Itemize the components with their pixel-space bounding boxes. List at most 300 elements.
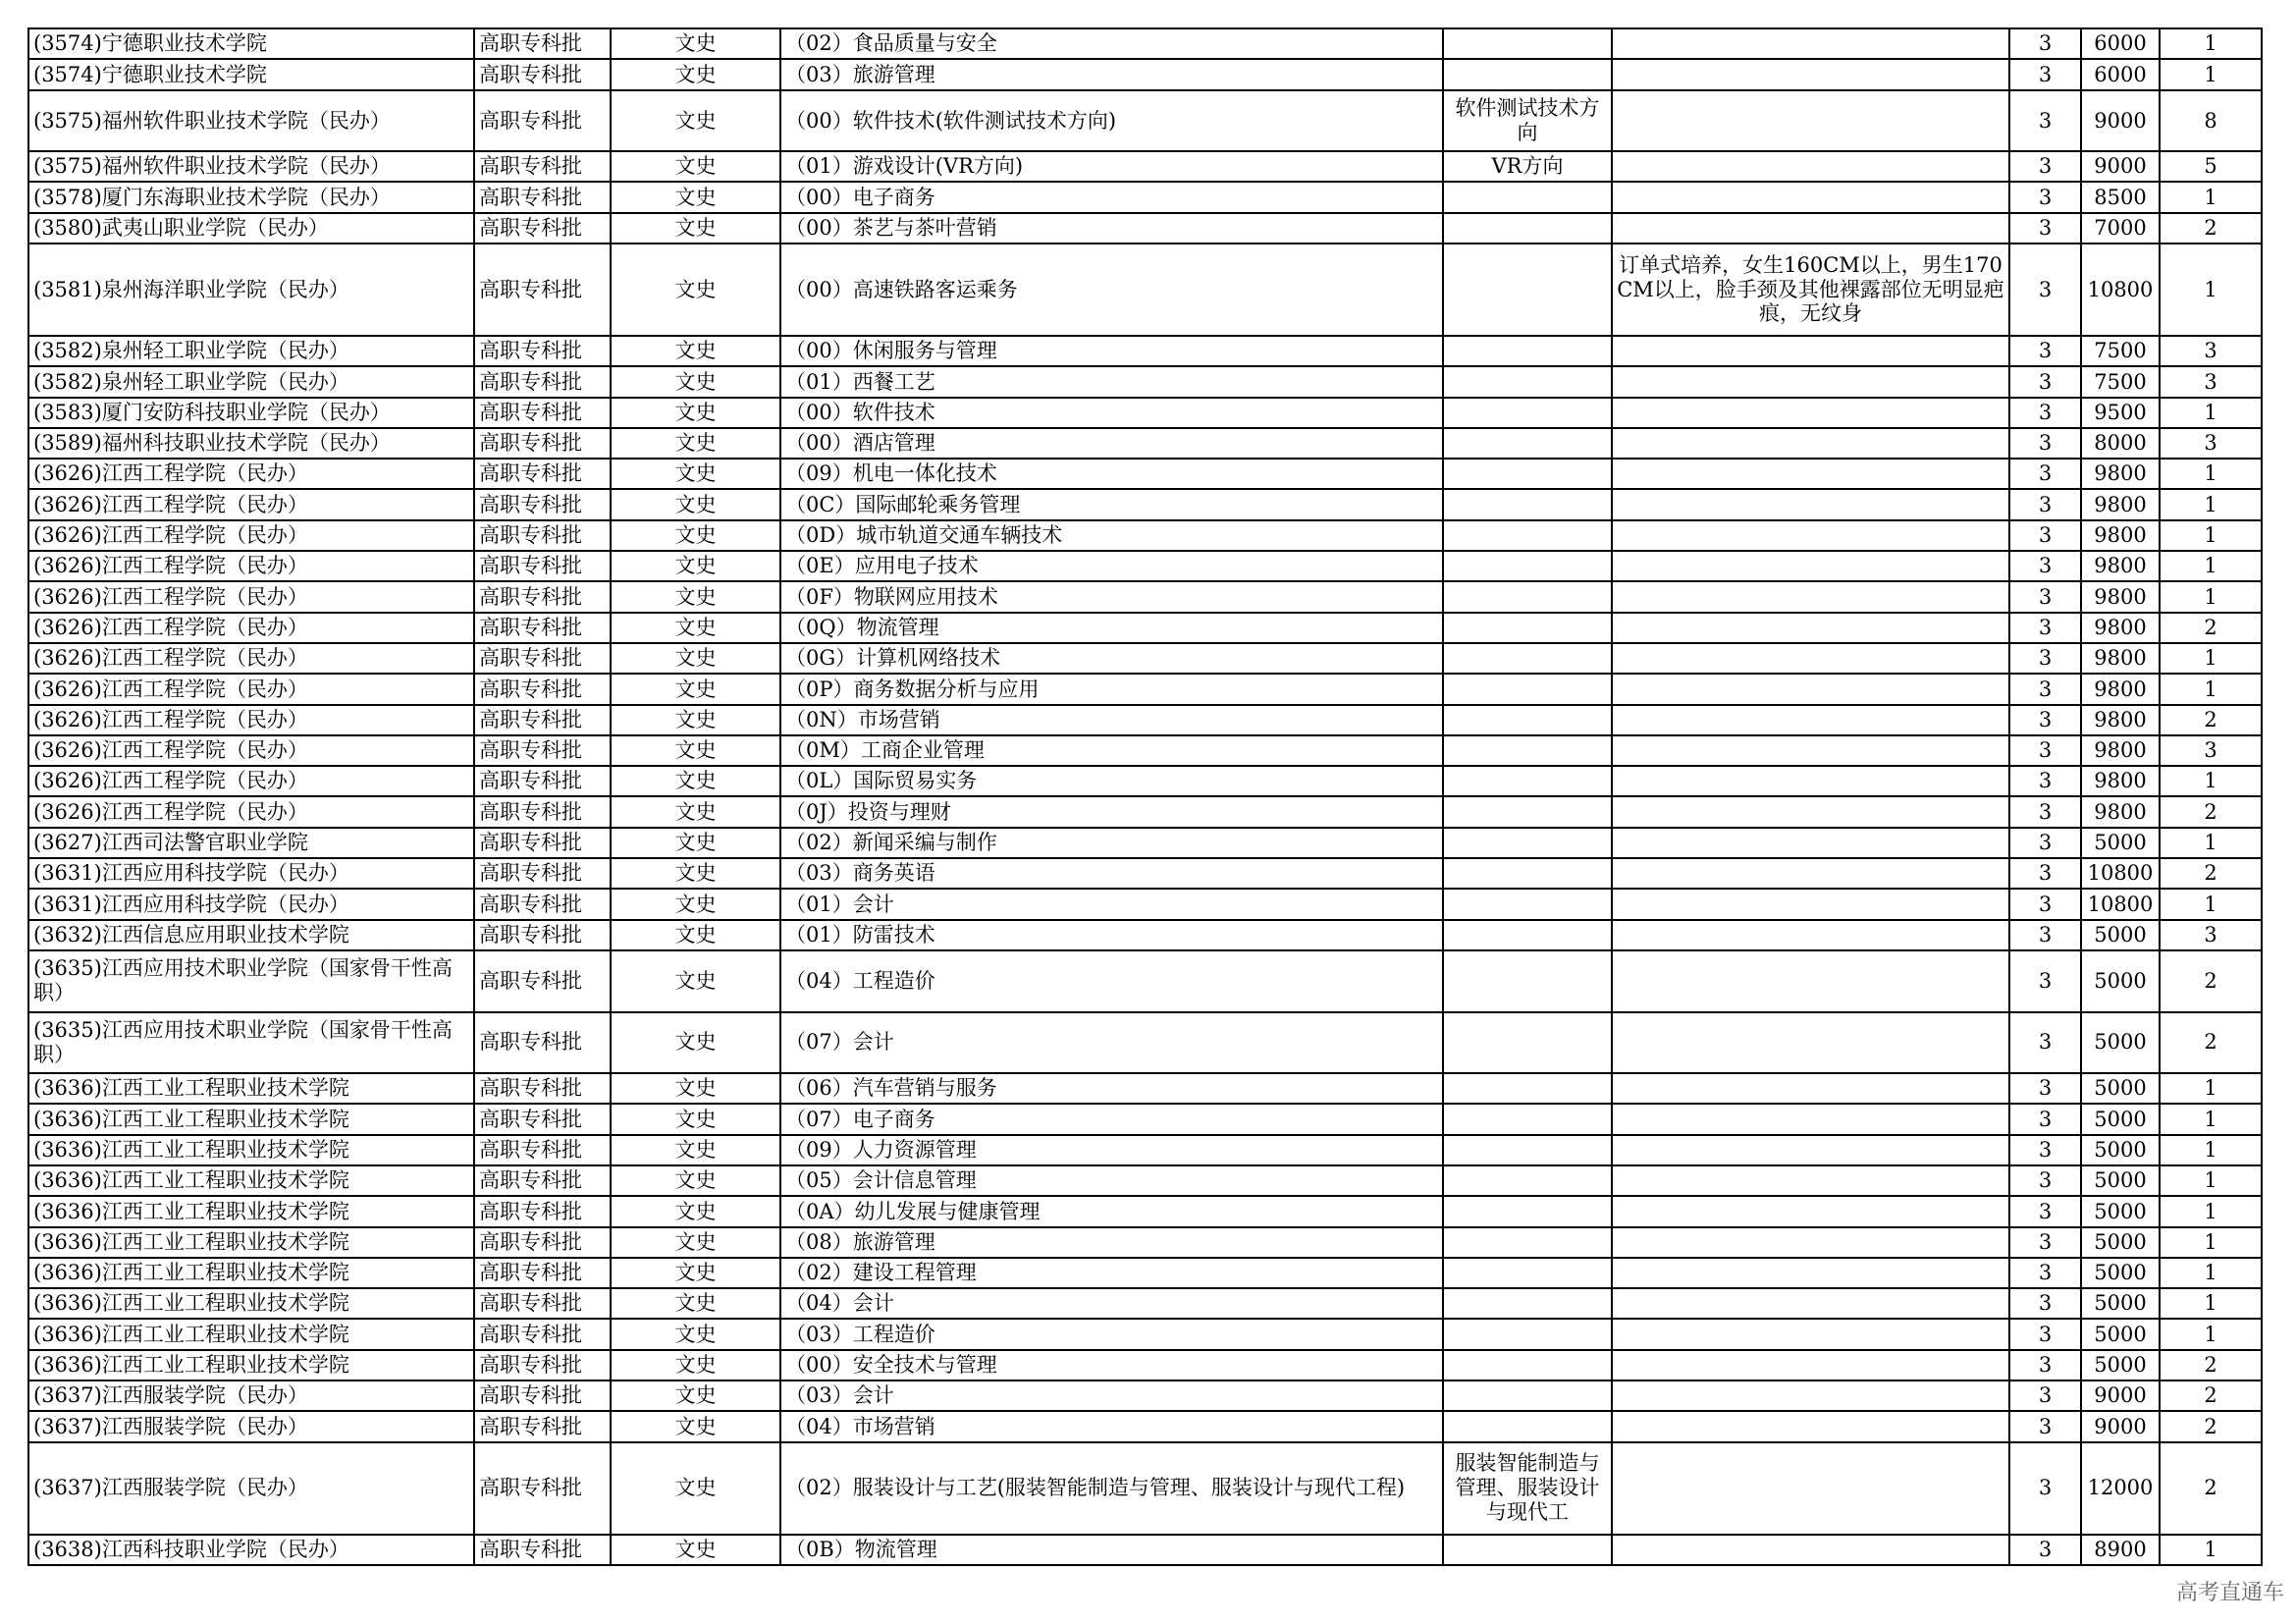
batch-cell: 高职专科批 [474,244,611,336]
tuition-cell: 5000 [2081,1104,2160,1134]
plan-count-cell: 2 [2160,1442,2262,1535]
table-row [28,613,2262,643]
table-row [28,244,2262,336]
years-cell: 3 [2009,244,2081,336]
batch-cell: 高职专科批 [474,398,611,428]
years-cell: 3 [2009,643,2081,674]
plan-count-cell: 2 [2160,1380,2262,1411]
major-cell: （04）会计 [780,1288,1443,1319]
direction-cell: 软件测试技术方向 [1443,90,1612,152]
table-row [28,1380,2262,1411]
batch-cell: 高职专科批 [474,920,611,950]
direction-cell [1443,1012,1612,1074]
tuition-cell: 8500 [2081,182,2160,212]
school-cell: (3636)江西工业工程职业技术学院 [28,1258,474,1288]
direction-cell [1443,858,1612,889]
plan-count-cell: 5 [2160,151,2262,182]
subject-cell: 文史 [611,428,780,459]
school-cell: (3636)江西工业工程职业技术学院 [28,1104,474,1134]
years-cell: 3 [2009,1227,2081,1258]
major-cell: （00）电子商务 [780,182,1443,212]
remark-cell: 订单式培养，女生160CM以上，男生170CM以上，脸手颈及其他裸露部位无明显疤痕，无纹身 [1612,244,2009,336]
plan-count-cell: 1 [2160,1165,2262,1196]
major-cell: （03）旅游管理 [780,59,1443,89]
batch-cell: 高职专科批 [474,59,611,89]
school-cell: (3581)泉州海洋职业学院（民办） [28,244,474,336]
years-cell: 3 [2009,858,2081,889]
plan-count-cell: 1 [2160,889,2262,919]
tuition-cell: 9800 [2081,674,2160,704]
major-cell: （02）建设工程管理 [780,1258,1443,1288]
batch-cell: 高职专科批 [474,459,611,489]
tuition-cell: 10800 [2081,889,2160,919]
table-row [28,796,2262,827]
plan-count-cell: 2 [2160,1350,2262,1380]
direction-cell [1443,1104,1612,1134]
direction-cell [1443,705,1612,735]
subject-cell: 文史 [611,920,780,950]
subject-cell: 文史 [611,1165,780,1196]
major-cell: （06）汽车营销与服务 [780,1073,1443,1104]
table-row [28,766,2262,796]
subject-cell: 文史 [611,520,780,551]
years-cell: 3 [2009,613,2081,643]
years-cell: 3 [2009,1319,2081,1349]
tuition-cell: 9800 [2081,766,2160,796]
plan-count-cell: 1 [2160,244,2262,336]
direction-cell [1443,1196,1612,1226]
plan-count-cell: 2 [2160,950,2262,1012]
table-row [28,1535,2262,1565]
plan-count-cell: 1 [2160,1288,2262,1319]
remark-cell [1612,1442,2009,1535]
school-cell: (3636)江西工业工程职业技术学院 [28,1319,474,1349]
subject-cell: 文史 [611,398,780,428]
major-cell: （04）工程造价 [780,950,1443,1012]
school-cell: (3578)厦门东海职业技术学院（民办） [28,182,474,212]
tuition-cell: 8000 [2081,428,2160,459]
tuition-cell: 9800 [2081,581,2160,612]
major-cell: （00）软件技术 [780,398,1443,428]
tuition-cell: 5000 [2081,1165,2160,1196]
school-cell: (3626)江西工程学院（民办） [28,735,474,766]
direction-cell [1443,1411,1612,1441]
table-row [28,59,2262,89]
tuition-cell: 10800 [2081,858,2160,889]
tuition-cell: 7500 [2081,336,2160,366]
tuition-cell: 10800 [2081,244,2160,336]
direction-cell [1443,920,1612,950]
subject-cell: 文史 [611,1319,780,1349]
subject-cell: 文史 [611,1196,780,1226]
major-cell: （0M）工商企业管理 [780,735,1443,766]
plan-count-cell: 3 [2160,366,2262,397]
years-cell: 3 [2009,28,2081,59]
remark-cell [1612,551,2009,581]
years-cell: 3 [2009,950,2081,1012]
direction-cell [1443,459,1612,489]
remark-cell [1612,213,2009,244]
table-row [28,705,2262,735]
tuition-cell: 5000 [2081,950,2160,1012]
school-cell: (3636)江西工业工程职业技术学院 [28,1073,474,1104]
years-cell: 3 [2009,1104,2081,1134]
table-row [28,581,2262,612]
tuition-cell: 9800 [2081,643,2160,674]
batch-cell: 高职专科批 [474,366,611,397]
table-row [28,828,2262,858]
batch-cell: 高职专科批 [474,950,611,1012]
major-cell: （07）会计 [780,1012,1443,1074]
subject-cell: 文史 [611,336,780,366]
table-row [28,459,2262,489]
tuition-cell: 9000 [2081,151,2160,182]
batch-cell: 高职专科批 [474,1411,611,1441]
plan-count-cell: 1 [2160,1073,2262,1104]
table-row [28,1350,2262,1380]
tuition-cell: 9800 [2081,613,2160,643]
batch-cell: 高职专科批 [474,1380,611,1411]
subject-cell: 文史 [611,613,780,643]
remark-cell [1612,1350,2009,1380]
years-cell: 3 [2009,1350,2081,1380]
table-row [28,1196,2262,1226]
direction-cell [1443,889,1612,919]
subject-cell: 文史 [611,796,780,827]
batch-cell: 高职专科批 [474,1165,611,1196]
plan-count-cell: 2 [2160,858,2262,889]
major-cell: （02）服装设计与工艺(服装智能制造与管理、服装设计与现代工程) [780,1442,1443,1535]
direction-cell [1443,59,1612,89]
years-cell: 3 [2009,1442,2081,1535]
remark-cell [1612,1258,2009,1288]
years-cell: 3 [2009,920,2081,950]
school-cell: (3626)江西工程学院（民办） [28,489,474,519]
plan-count-cell: 1 [2160,674,2262,704]
subject-cell: 文史 [611,551,780,581]
table-row [28,920,2262,950]
major-cell: （0E）应用电子技术 [780,551,1443,581]
remark-cell [1612,1104,2009,1134]
batch-cell: 高职专科批 [474,1350,611,1380]
years-cell: 3 [2009,766,2081,796]
subject-cell: 文史 [611,1535,780,1565]
plan-count-cell: 1 [2160,1104,2262,1134]
major-cell: （0B）物流管理 [780,1535,1443,1565]
table-row [28,1258,2262,1288]
major-cell: （0A）幼儿发展与健康管理 [780,1196,1443,1226]
direction-cell [1443,613,1612,643]
tuition-cell: 9000 [2081,1380,2160,1411]
school-cell: (3631)江西应用科技学院（民办） [28,858,474,889]
remark-cell [1612,766,2009,796]
school-cell: (3626)江西工程学院（民办） [28,766,474,796]
watermark-label: 高考直通车 [2175,1581,2284,1605]
remark-cell [1612,59,2009,89]
table-row [28,858,2262,889]
subject-cell: 文史 [611,28,780,59]
subject-cell: 文史 [611,59,780,89]
batch-cell: 高职专科批 [474,613,611,643]
plan-count-cell: 3 [2160,336,2262,366]
years-cell: 3 [2009,151,2081,182]
table-row [28,551,2262,581]
direction-cell [1443,1535,1612,1565]
table-row [28,643,2262,674]
subject-cell: 文史 [611,1073,780,1104]
years-cell: 3 [2009,889,2081,919]
table-row [28,1442,2262,1535]
remark-cell [1612,1380,2009,1411]
years-cell: 3 [2009,1535,2081,1565]
plan-count-cell: 1 [2160,1258,2262,1288]
remark-cell [1612,705,2009,735]
batch-cell: 高职专科批 [474,858,611,889]
batch-cell: 高职专科批 [474,705,611,735]
batch-cell: 高职专科批 [474,520,611,551]
remark-cell [1612,950,2009,1012]
direction-cell [1443,766,1612,796]
batch-cell: 高职专科批 [474,828,611,858]
school-cell: (3632)江西信息应用职业技术学院 [28,920,474,950]
school-cell: (3626)江西工程学院（民办） [28,520,474,551]
remark-cell [1612,1012,2009,1074]
direction-cell [1443,428,1612,459]
remark-cell [1612,1135,2009,1165]
remark-cell [1612,858,2009,889]
remark-cell [1612,90,2009,152]
school-cell: (3626)江西工程学院（民办） [28,613,474,643]
years-cell: 3 [2009,213,2081,244]
table-row [28,1411,2262,1441]
major-cell: （02）食品质量与安全 [780,28,1443,59]
tuition-cell: 9800 [2081,735,2160,766]
subject-cell: 文史 [611,1288,780,1319]
batch-cell: 高职专科批 [474,1227,611,1258]
plan-count-cell: 1 [2160,828,2262,858]
batch-cell: 高职专科批 [474,1012,611,1074]
remark-cell [1612,366,2009,397]
direction-cell: 服装智能制造与管理、服装设计与现代工 [1443,1442,1612,1535]
years-cell: 3 [2009,1196,2081,1226]
years-cell: 3 [2009,1135,2081,1165]
years-cell: 3 [2009,90,2081,152]
subject-cell: 文史 [611,366,780,397]
remark-cell [1612,1227,2009,1258]
subject-cell: 文史 [611,1411,780,1441]
batch-cell: 高职专科批 [474,1196,611,1226]
plan-count-cell: 1 [2160,643,2262,674]
major-cell: （00）茶艺与茶叶营销 [780,213,1443,244]
school-cell: (3635)江西应用技术职业学院（国家骨干性高职） [28,1012,474,1074]
batch-cell: 高职专科批 [474,766,611,796]
plan-count-cell: 2 [2160,1012,2262,1074]
direction-cell: VR方向 [1443,151,1612,182]
school-cell: (3636)江西工业工程职业技术学院 [28,1350,474,1380]
plan-count-cell: 1 [2160,1196,2262,1226]
table-row [28,213,2262,244]
admission-plan-table [27,27,2263,1566]
plan-count-cell: 2 [2160,1411,2262,1441]
batch-cell: 高职专科批 [474,1442,611,1535]
school-cell: (3574)宁德职业技术学院 [28,28,474,59]
tuition-cell: 9000 [2081,1411,2160,1441]
subject-cell: 文史 [611,151,780,182]
direction-cell [1443,643,1612,674]
table-row [28,1227,2262,1258]
tuition-cell: 5000 [2081,1196,2160,1226]
subject-cell: 文史 [611,1012,780,1074]
school-cell: (3631)江西应用科技学院（民办） [28,889,474,919]
major-cell: （0J）投资与理财 [780,796,1443,827]
remark-cell [1612,1196,2009,1226]
tuition-cell: 6000 [2081,59,2160,89]
major-cell: （09）人力资源管理 [780,1135,1443,1165]
plan-count-cell: 1 [2160,551,2262,581]
direction-cell [1443,1380,1612,1411]
remark-cell [1612,674,2009,704]
school-cell: (3583)厦门安防科技职业学院（民办） [28,398,474,428]
remark-cell [1612,459,2009,489]
table-row [28,489,2262,519]
subject-cell: 文史 [611,244,780,336]
tuition-cell: 8900 [2081,1535,2160,1565]
school-cell: (3580)武夷山职业学院（民办） [28,213,474,244]
plan-count-cell: 1 [2160,489,2262,519]
tuition-cell: 7000 [2081,213,2160,244]
major-cell: （05）会计信息管理 [780,1165,1443,1196]
table-row [28,366,2262,397]
tuition-cell: 5000 [2081,1288,2160,1319]
plan-count-cell: 1 [2160,1535,2262,1565]
remark-cell [1612,920,2009,950]
plan-count-cell: 1 [2160,1319,2262,1349]
plan-count-cell: 8 [2160,90,2262,152]
table-row [28,1319,2262,1349]
major-cell: （0P）商务数据分析与应用 [780,674,1443,704]
direction-cell [1443,1258,1612,1288]
tuition-cell: 5000 [2081,1258,2160,1288]
major-cell: （04）市场营销 [780,1411,1443,1441]
direction-cell [1443,581,1612,612]
major-cell: （00）酒店管理 [780,428,1443,459]
table-row [28,674,2262,704]
years-cell: 3 [2009,796,2081,827]
years-cell: 3 [2009,735,2081,766]
school-cell: (3582)泉州轻工职业学院（民办） [28,366,474,397]
remark-cell [1612,336,2009,366]
direction-cell [1443,950,1612,1012]
remark-cell [1612,489,2009,519]
tuition-cell: 9800 [2081,520,2160,551]
school-cell: (3636)江西工业工程职业技术学院 [28,1165,474,1196]
major-cell: （01）游戏设计(VR方向) [780,151,1443,182]
batch-cell: 高职专科批 [474,151,611,182]
batch-cell: 高职专科批 [474,213,611,244]
tuition-cell: 9000 [2081,90,2160,152]
plan-count-cell: 1 [2160,1135,2262,1165]
tuition-cell: 9800 [2081,551,2160,581]
table-row [28,735,2262,766]
remark-cell [1612,581,2009,612]
table-row [28,950,2262,1012]
direction-cell [1443,366,1612,397]
remark-cell [1612,735,2009,766]
remark-cell [1612,613,2009,643]
tuition-cell: 9800 [2081,489,2160,519]
batch-cell: 高职专科批 [474,182,611,212]
direction-cell [1443,1319,1612,1349]
school-cell: (3637)江西服装学院（民办） [28,1442,474,1535]
plan-count-cell: 1 [2160,459,2262,489]
subject-cell: 文史 [611,1350,780,1380]
direction-cell [1443,28,1612,59]
remark-cell [1612,1073,2009,1104]
table-row [28,398,2262,428]
years-cell: 3 [2009,336,2081,366]
remark-cell [1612,1411,2009,1441]
plan-count-cell: 1 [2160,1227,2262,1258]
major-cell: （0L）国际贸易实务 [780,766,1443,796]
tuition-cell: 9800 [2081,796,2160,827]
major-cell: （01）西餐工艺 [780,366,1443,397]
direction-cell [1443,489,1612,519]
major-cell: （03）会计 [780,1380,1443,1411]
major-cell: （0D）城市轨道交通车辆技术 [780,520,1443,551]
tuition-cell: 12000 [2081,1442,2160,1535]
tuition-cell: 9800 [2081,459,2160,489]
school-cell: (3638)江西科技职业学院（民办） [28,1535,474,1565]
direction-cell [1443,336,1612,366]
major-cell: （03）商务英语 [780,858,1443,889]
remark-cell [1612,796,2009,827]
tuition-cell: 9800 [2081,705,2160,735]
school-cell: (3626)江西工程学院（民办） [28,674,474,704]
direction-cell [1443,674,1612,704]
batch-cell: 高职专科批 [474,336,611,366]
subject-cell: 文史 [611,1380,780,1411]
major-cell: （09）机电一体化技术 [780,459,1443,489]
remark-cell [1612,828,2009,858]
school-cell: (3627)江西司法警官职业学院 [28,828,474,858]
batch-cell: 高职专科批 [474,1535,611,1565]
table-row [28,428,2262,459]
subject-cell: 文史 [611,766,780,796]
years-cell: 3 [2009,182,2081,212]
plan-count-cell: 3 [2160,428,2262,459]
years-cell: 3 [2009,398,2081,428]
table-row [28,1104,2262,1134]
plan-count-cell: 3 [2160,920,2262,950]
plan-count-cell: 2 [2160,705,2262,735]
batch-cell: 高职专科批 [474,1258,611,1288]
subject-cell: 文史 [611,182,780,212]
table-row [28,1012,2262,1074]
batch-cell: 高职专科批 [474,489,611,519]
plan-count-cell: 1 [2160,182,2262,212]
years-cell: 3 [2009,581,2081,612]
major-cell: （00）休闲服务与管理 [780,336,1443,366]
remark-cell [1612,1535,2009,1565]
tuition-cell: 5000 [2081,920,2160,950]
remark-cell [1612,520,2009,551]
remark-cell [1612,28,2009,59]
subject-cell: 文史 [611,1227,780,1258]
plan-count-cell: 1 [2160,28,2262,59]
school-cell: (3575)福州软件职业技术学院（民办） [28,151,474,182]
major-cell: （00）软件技术(软件测试技术方向) [780,90,1443,152]
school-cell: (3637)江西服装学院（民办） [28,1380,474,1411]
